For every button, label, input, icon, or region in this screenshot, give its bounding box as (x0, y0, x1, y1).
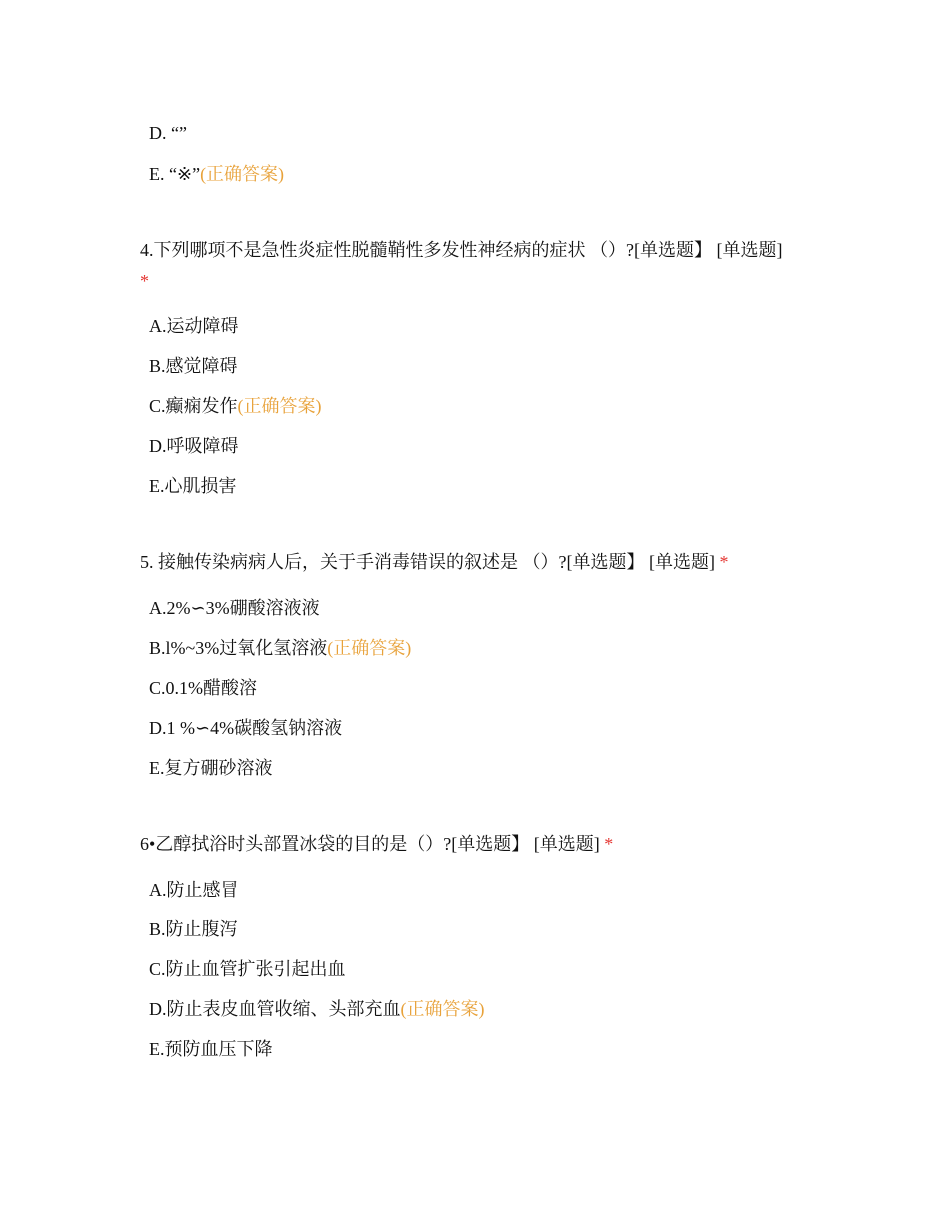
option-label: C.癫痫发作 (149, 396, 238, 416)
option-label: C.0.1%醋酸溶 (149, 678, 257, 698)
q6-option-d (149, 997, 485, 1021)
q3-option-d (149, 121, 187, 145)
q4-option-c (149, 394, 322, 418)
option-label: C.防止血管扩张引起出血 (149, 959, 346, 979)
option-label: D.1 %∽4%碳酸氢钠溶液 (149, 718, 343, 738)
q6-option-e (149, 1037, 273, 1061)
required-marker: * (604, 834, 614, 854)
option-label: B.防止腹泻 (149, 919, 238, 939)
option-label: E.预防血压下降 (149, 1039, 273, 1059)
option-label: A.运动障碍 (149, 316, 239, 336)
question-text: 4.下列哪项不是急性炎症性脱髓鞘性多发性神经病的症状 （）?[单选题】 [单选题] (140, 240, 783, 260)
q4-option-d (149, 434, 239, 458)
q6-option-a (149, 878, 239, 902)
option-label: D.防止表皮血管收缩、头部充血 (149, 999, 401, 1019)
option-label: E.复方硼砂溶液 (149, 758, 273, 778)
correct-answer-tag: (正确答案) (200, 164, 285, 184)
q6-title (140, 832, 820, 856)
required-marker: * (140, 271, 149, 291)
option-label: E.心肌损害 (149, 476, 237, 496)
option-label: A.防止感冒 (149, 880, 239, 900)
q5-option-d (149, 716, 342, 740)
question-text: 5. 接触传染病病人后，关于手消毒错误的叙述是 （）?[单选题】 [单选题] (140, 552, 715, 572)
q4-option-b (149, 354, 238, 378)
q4-option-a (149, 314, 239, 338)
q4-title (140, 238, 820, 293)
correct-answer-tag: (正确答案) (327, 638, 412, 658)
option-label: B.感觉障碍 (149, 356, 238, 376)
q6-option-b (149, 917, 238, 941)
q5-option-e (149, 756, 273, 780)
q5-option-b (149, 636, 411, 660)
q3-option-e (149, 162, 284, 186)
option-label: B.l%~3%过氧化氢溶液 (149, 638, 328, 658)
q5-title (140, 550, 820, 574)
q6-option-c (149, 957, 346, 981)
correct-answer-tag: (正确答案) (237, 396, 322, 416)
q5-option-c (149, 676, 257, 700)
q4-option-e (149, 474, 237, 498)
option-label: A.2%∽3%硼酸溶液液 (149, 598, 320, 618)
option-label: D.呼吸障碍 (149, 436, 239, 456)
correct-answer-tag: (正确答案) (400, 999, 485, 1019)
q5-option-a (149, 596, 320, 620)
question-text: 6•乙醇拭浴时头部置冰袋的目的是（）?[单选题】 [单选题] (140, 834, 600, 854)
option-label: D. “” (149, 123, 187, 143)
option-label: E. “※” (149, 164, 201, 184)
required-marker: * (719, 552, 729, 572)
